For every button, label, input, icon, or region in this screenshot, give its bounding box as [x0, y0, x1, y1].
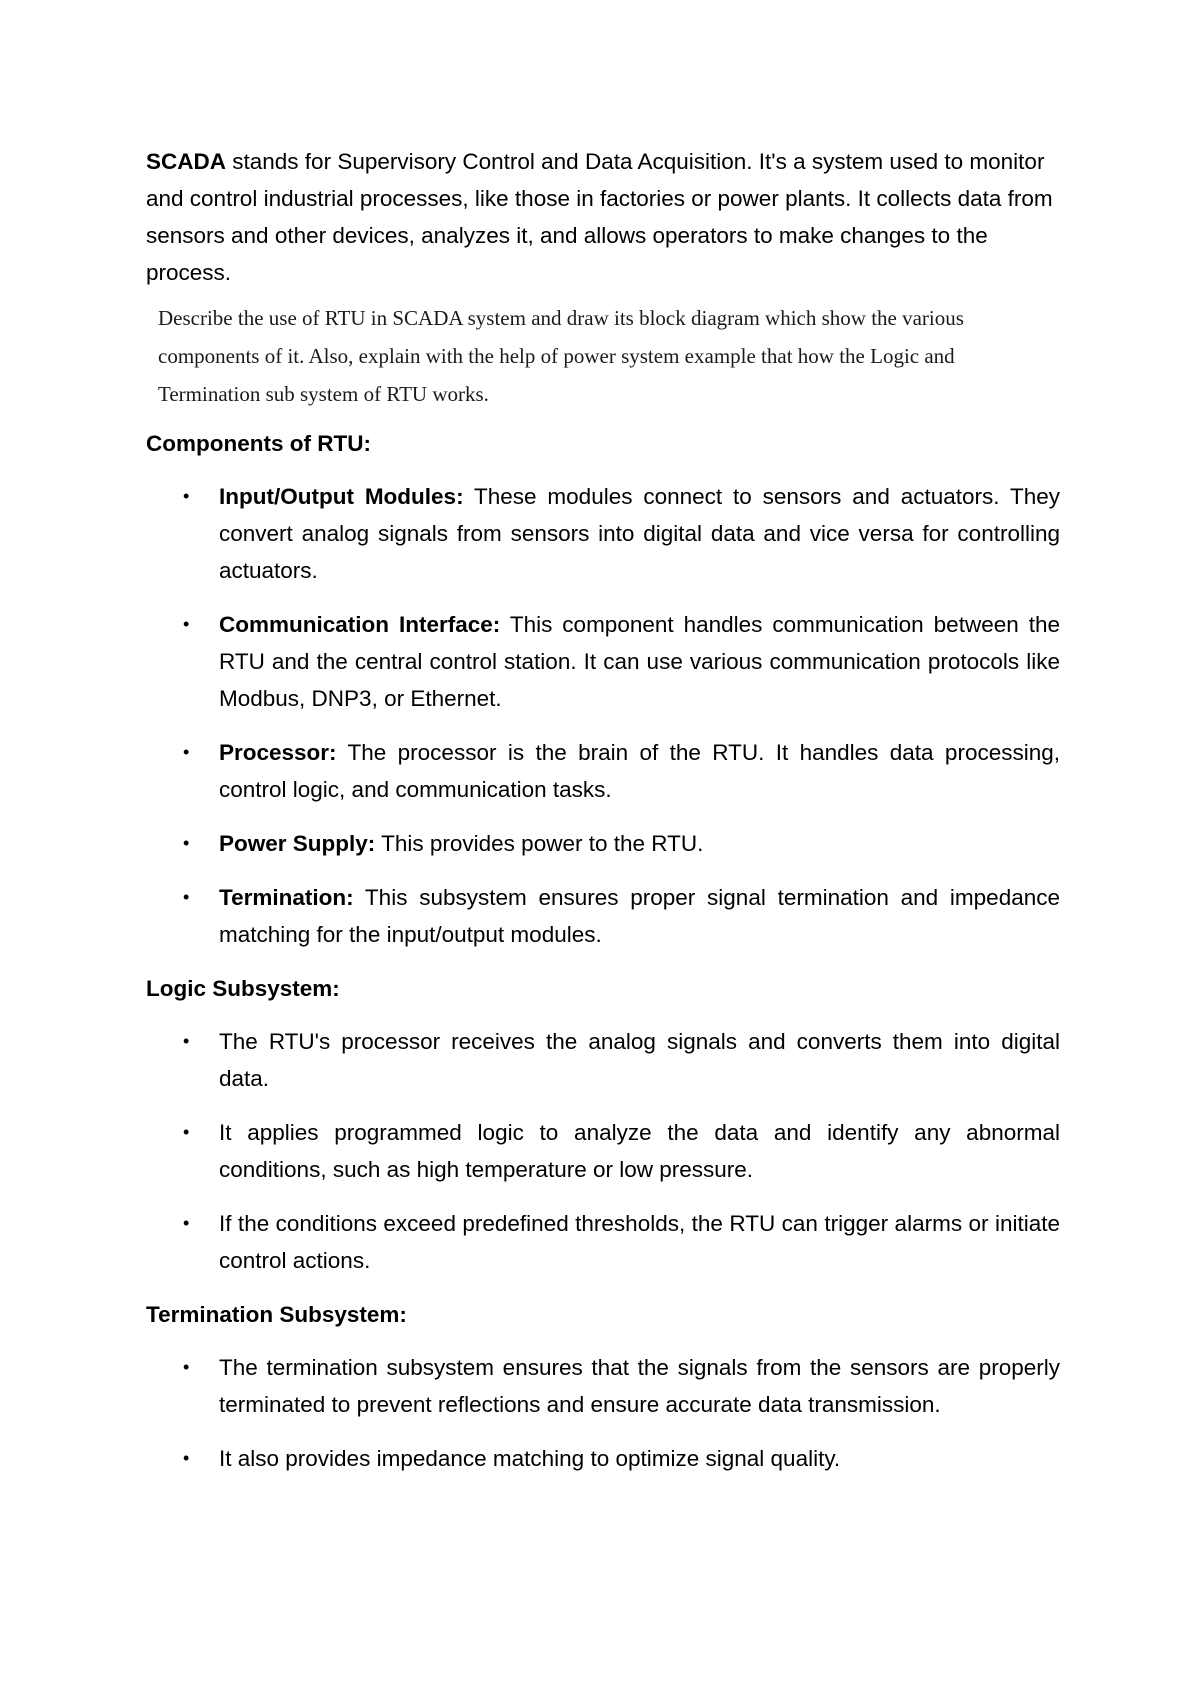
intro-term: SCADA [146, 149, 227, 174]
bullet-icon: • [183, 833, 190, 853]
list-item [146, 879, 1060, 953]
item-text: It also provides impedance matching to optimize signal quality. [219, 1446, 841, 1471]
item-term: Processor: [219, 740, 337, 765]
list-item [146, 825, 1060, 862]
logic-heading: Logic Subsystem: [146, 976, 340, 1001]
item-text: If the conditions exceed predefined thresholds, the RTU can trigger alarms or initiate control actions. [219, 1211, 1060, 1273]
list-item [146, 1114, 1060, 1188]
bullet-icon: • [183, 486, 190, 506]
item-text: This provides power to the RTU. [375, 831, 704, 856]
item-term: Power Supply: [219, 831, 376, 856]
item-text: This component handles communication between the RTU and the central control station. It can use various communication protocols like Modbus, DNP3, or Ethernet. [219, 612, 1060, 711]
list-item [146, 1349, 1060, 1423]
item-term: Input/Output Modules: [219, 484, 464, 509]
bullet-icon: • [183, 887, 190, 907]
item-text: The termination subsystem ensures that the signals from the sensors are properly terminated to prevent reflections and ensure accurate data transmission. [219, 1355, 1060, 1417]
list-item [146, 1205, 1060, 1279]
item-text: The processor is the brain of the RTU. It handles data processing, control logic, and communication tasks. [219, 740, 1060, 802]
item-text: This subsystem ensures proper signal termination and impedance matching for the input/output modules. [219, 885, 1060, 947]
bullet-icon: • [183, 742, 190, 762]
bullet-icon: • [183, 1448, 190, 1468]
logic-list [146, 1023, 1060, 1279]
intro-paragraph [146, 143, 1060, 291]
item-term: Communication Interface: [219, 612, 501, 637]
list-item [146, 1440, 1060, 1477]
list-item [146, 734, 1060, 808]
bullet-icon: • [183, 1122, 190, 1142]
item-text: The RTU's processor receives the analog signals and converts them into digital data. [219, 1029, 1060, 1091]
components-heading: Components of RTU: [146, 431, 371, 456]
item-text: It applies programmed logic to analyze the data and identify any abnormal conditions, such as high temperature or low pressure. [219, 1120, 1060, 1182]
item-term: Termination: [219, 885, 354, 910]
bullet-icon: • [183, 1357, 190, 1377]
intro-text: stands for Supervisory Control and Data Acquisition. It's a system used to monitor and control industrial processes, like those in factories or power plants. It collects data from sensors and other devices, analyzes it, and allows operators to make changes to the process. [146, 149, 1053, 285]
question-image-text: Describe the use of RTU in SCADA system and draw its block diagram which show the various components of it. Also, explain with the help of power system example that how the Logic and Termination sub system of RTU works. [158, 306, 964, 406]
list-item [146, 606, 1060, 717]
document-body [146, 143, 1060, 1494]
termination-list [146, 1349, 1060, 1477]
item-text: These modules connect to sensors and actuators. They convert analog signals from sensors into digital data and vice versa for controlling actuators. [219, 484, 1060, 583]
bullet-icon: • [183, 614, 190, 634]
bullet-icon: • [183, 1213, 190, 1233]
components-list [146, 478, 1060, 953]
termination-heading: Termination Subsystem: [146, 1302, 407, 1327]
bullet-icon: • [183, 1031, 190, 1051]
list-item [146, 1023, 1060, 1097]
list-item [146, 478, 1060, 589]
